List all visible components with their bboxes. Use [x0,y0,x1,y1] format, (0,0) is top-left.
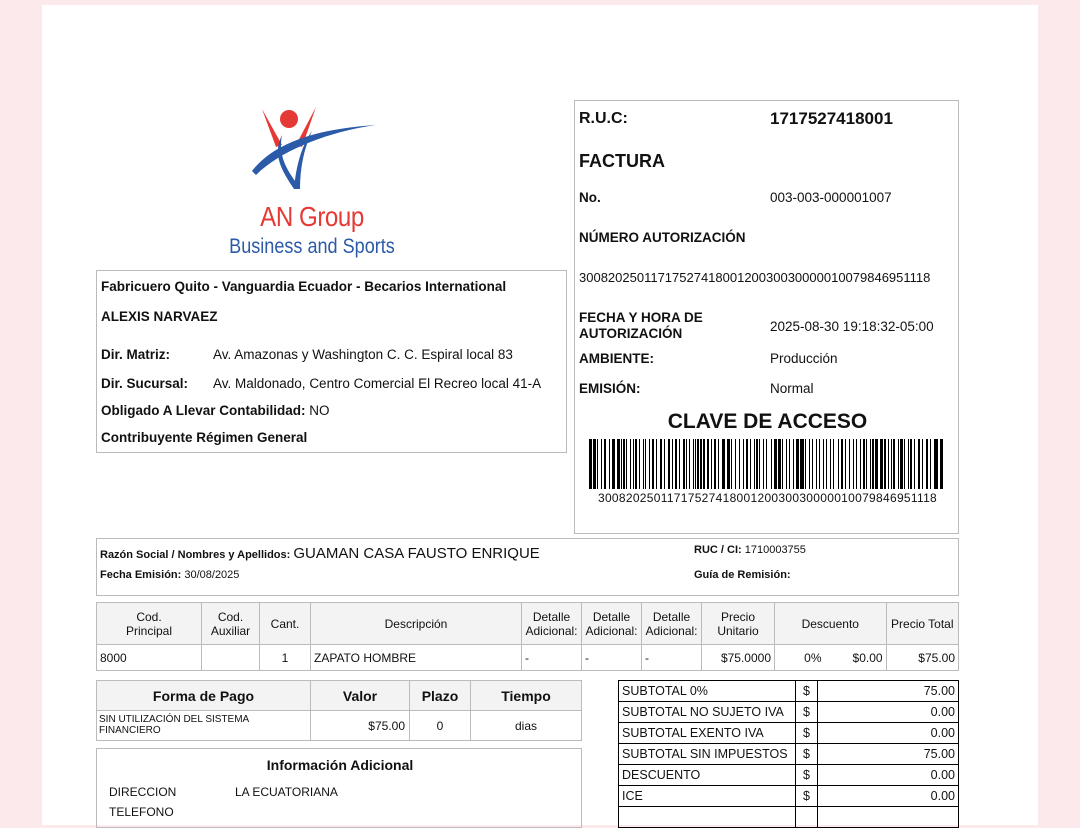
razon-row [100,545,540,562]
totals-currency: $ [796,681,818,702]
regimen: Contribuyente Régimen General [101,430,308,445]
totals-row [619,744,959,765]
totals-value: 0.00 [818,723,959,744]
pay-plazo: 0 [410,711,471,741]
dir-matriz-label: Dir. Matriz: [101,347,171,362]
pay-valor: $75.00 [311,711,410,741]
pay-forma: SIN UTILIZACIÓN DEL SISTEMA FINANCIERO [97,711,311,741]
cell-detalle-2: - [582,645,642,671]
logo-figure-icon [242,105,382,195]
totals-currency [796,807,818,828]
clave-acceso-title: CLAVE DE ACCESO [667,410,868,433]
cell-precio: $75.0000 [702,645,775,671]
table-row [97,645,959,671]
cell-desc-val: $0.00 [825,645,887,671]
client-ruc-value: 1710003755 [744,544,806,556]
totals-value [818,807,959,828]
invoice-no-value: 003-003-000001007 [770,190,892,205]
fecha-row [100,569,239,581]
clave-acceso-number: 3008202501171752741800120030030000010079846951118 [597,491,938,505]
dir-sucursal-value: Av. Maldonado, Centro Comercial El Recreo local 41-A [213,376,542,391]
totals-currency: $ [796,723,818,744]
guia-label: Guía de Remisión: [694,569,791,581]
th-cant: Cant. [260,603,311,645]
totals-label [619,807,796,828]
cell-detalle-3: - [642,645,702,671]
doc-type: FACTURA [579,151,665,171]
th-cod-auxiliar: Cod. Auxiliar [202,603,260,645]
totals-currency: $ [796,786,818,807]
detail-header-row [97,603,959,645]
cell-total: $75.00 [886,645,958,671]
totals-currency: $ [796,765,818,786]
totals-value: 75.00 [818,681,959,702]
issuer-owner: ALEXIS NARVAEZ [101,309,218,324]
totals-row [619,807,959,828]
th-detalle-3: Detalle Adicional: [642,603,702,645]
auth-date-label-line2: AUTORIZACIÓN [579,326,683,341]
additional-label-1: DIRECCION [109,785,177,799]
totals-currency: $ [796,744,818,765]
additional-info-box [96,748,582,828]
contabilidad-row [101,403,330,418]
barcode-bar [943,439,944,489]
contabilidad-label: Obligado A Llevar Contabilidad: [101,403,306,418]
invoice-info-box [574,100,959,534]
auth-date-label [579,310,703,342]
th-tiempo: Tiempo [471,681,582,711]
logo-name: AN Group [260,201,364,232]
fecha-label: Fecha Emisión: [100,569,182,581]
dir-sucursal-label: Dir. Sucursal: [101,376,189,391]
client-ruc-label: RUC / CI: [694,544,742,556]
th-descripcion: Descripción [311,603,522,645]
totals-row [619,681,959,702]
detail-table [96,602,959,671]
additional-info-title: Información Adicional [266,757,414,773]
company-logo [42,105,582,265]
auth-label: NÚMERO AUTORIZACIÓN [579,230,746,245]
auth-date-label-line1: FECHA Y HORA DE [579,310,703,325]
totals-row [619,765,959,786]
totals-table [618,680,959,828]
ruc-value: 1717527418001 [770,109,893,128]
totals-currency: $ [796,702,818,723]
th-detalle-1: Detalle Adicional: [522,603,582,645]
th-plazo: Plazo [410,681,471,711]
totals-label: SUBTOTAL SIN IMPUESTOS [619,744,796,765]
ambiente-label: AMBIENTE: [579,351,654,366]
invoice-page [42,5,1038,825]
fecha-value: 30/08/2025 [184,569,240,581]
client-box [96,538,959,596]
totals-row [619,702,959,723]
cell-desc-pct: 0% [775,645,825,671]
th-forma-pago: Forma de Pago [97,681,311,711]
totals-value: 0.00 [818,702,959,723]
th-cod-principal: Cod. Principal [97,603,202,645]
cell-desc: ZAPATO HOMBRE [311,645,522,671]
totals-value: 0.00 [818,765,959,786]
pay-tiempo: dias [471,711,582,741]
logo-tagline: Business and Sports [229,235,395,258]
totals-label: SUBTOTAL NO SUJETO IVA [619,702,796,723]
totals-label: SUBTOTAL 0% [619,681,796,702]
contabilidad-value: NO [309,403,330,418]
emision-value: Normal [770,381,814,396]
totals-row [619,786,959,807]
th-descuento: Descuento [775,603,887,645]
totals-label: SUBTOTAL EXENTO IVA [619,723,796,744]
emision-label: EMISIÓN: [579,381,641,396]
additional-label-2: TELEFONO [109,805,174,819]
cell-cant: 1 [260,645,311,671]
razon-value: GUAMAN CASA FAUSTO ENRIQUE [293,545,540,562]
razon-label: Razón Social / Nombres y Apellidos: [100,549,291,561]
issuer-business-name: Fabricuero Quito - Vanguardia Ecuador - Becarios International [101,279,507,294]
totals-label: ICE [619,786,796,807]
th-detalle-2: Detalle Adicional: [582,603,642,645]
dir-matriz-value: Av. Amazonas y Washington C. C. Espiral local 83 [213,347,513,362]
totals-label: DESCUENTO [619,765,796,786]
th-precio-total: Precio Total [886,603,958,645]
th-valor: Valor [311,681,410,711]
barcode [589,439,944,489]
cell-cod: 8000 [97,645,202,671]
totals-row [619,723,959,744]
client-ruc-row [694,544,806,556]
ruc-label: R.U.C: [579,110,628,127]
table-row [97,711,582,741]
ambiente-value: Producción [770,351,838,366]
invoice-no-label: No. [579,190,601,205]
totals-value: 0.00 [818,786,959,807]
issuer-box [96,270,567,453]
cell-detalle-1: - [522,645,582,671]
additional-value-1: LA ECUATORIANA [235,785,338,799]
auth-number: 3008202501171752741800120030030000010079846951118 [579,270,931,285]
cell-aux [202,645,260,671]
payment-header-row [97,681,582,711]
th-precio-unitario: Precio Unitario [702,603,775,645]
payment-table [96,680,582,741]
auth-date-value: 2025-08-30 19:18:32-05:00 [770,319,934,334]
totals-value: 75.00 [818,744,959,765]
